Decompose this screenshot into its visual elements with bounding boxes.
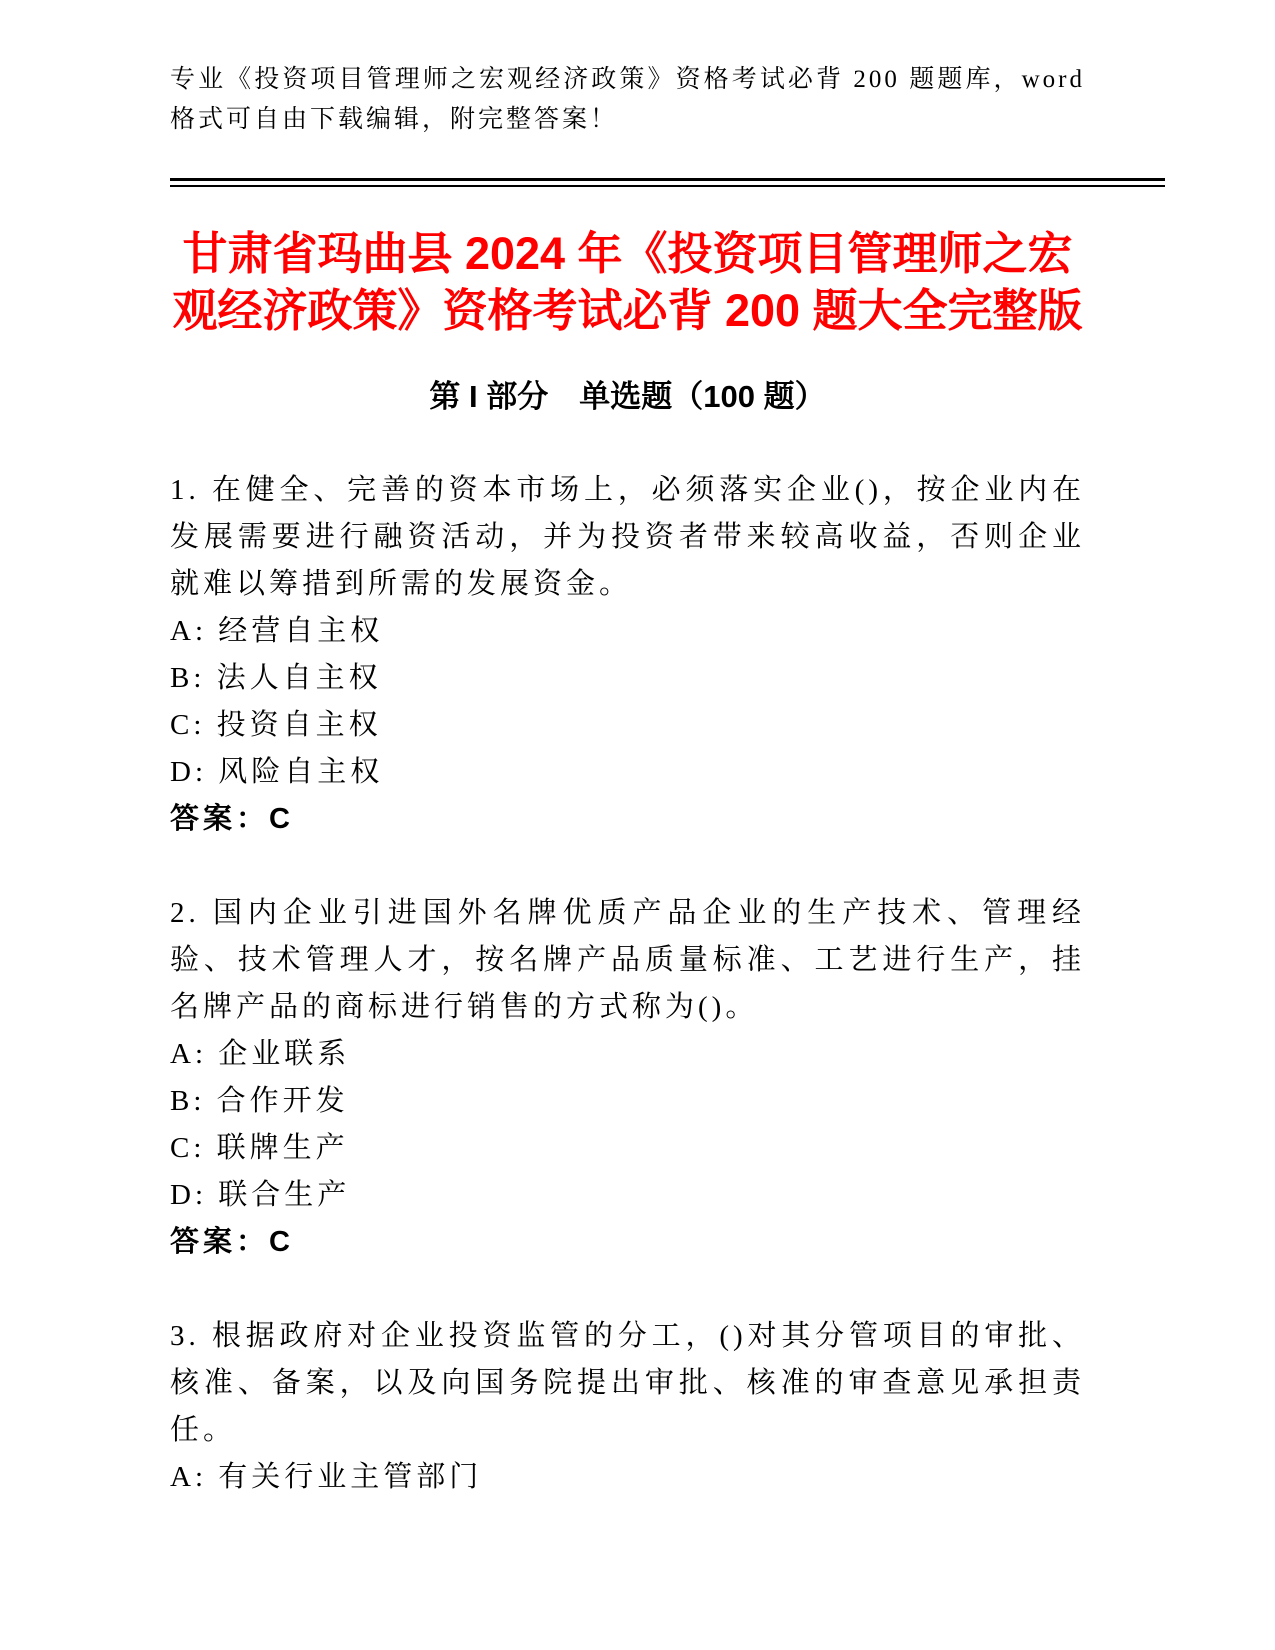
- option-c: C: 联牌生产: [170, 1132, 349, 1164]
- section-heading: 第 I 部分 单选题（100 题）: [429, 379, 826, 414]
- document-title: 甘肃省玛曲县 2024 年《投资项目管理师之宏观经济政策》资格考试必背 200 题大全完整版: [172, 228, 1083, 336]
- header-disclaimer: 专业《投资项目管理师之宏观经济政策》资格考试必背 200 题题库，word 格式可自由下载编辑，附完整答案！: [170, 66, 1085, 133]
- option-a: A: 经营自主权: [170, 615, 384, 647]
- option-c: C: 投资自主权: [170, 709, 382, 741]
- question-block-3: [170, 1313, 1085, 1501]
- question-list: [170, 467, 1085, 1501]
- option-b: B: 法人自主权: [170, 662, 382, 694]
- question-block-2: [170, 890, 1085, 1266]
- question-block-1: [170, 467, 1085, 843]
- option-b: B: 合作开发: [170, 1085, 349, 1117]
- question-text: 1. 在健全、完善的资本市场上，必须落实企业()，按企业内在发展需要进行融资活动，并为投资者带来较高收益，否则企业就难以筹措到所需的发展资金。: [170, 474, 1085, 600]
- answer-line: 答案：C: [170, 803, 294, 835]
- option-a: A: 企业联系: [170, 1038, 351, 1070]
- option-d: D: 风险自主权: [170, 756, 384, 788]
- question-text: 2. 国内企业引进国外名牌优质产品企业的生产技术、管理经验、技术管理人才，按名牌产品质量标准、工艺进行生产，挂名牌产品的商标进行销售的方式称为()。: [170, 897, 1085, 1023]
- header-divider: [170, 178, 1165, 187]
- option-a: A: 有关行业主管部门: [170, 1461, 483, 1493]
- option-d: D: 联合生产: [170, 1179, 351, 1211]
- answer-line: 答案：C: [170, 1226, 294, 1258]
- question-text: 3. 根据政府对企业投资监管的分工，()对其分管项目的审批、核准、备案，以及向国务院提出审批、核准的审查意见承担责任。: [170, 1320, 1085, 1446]
